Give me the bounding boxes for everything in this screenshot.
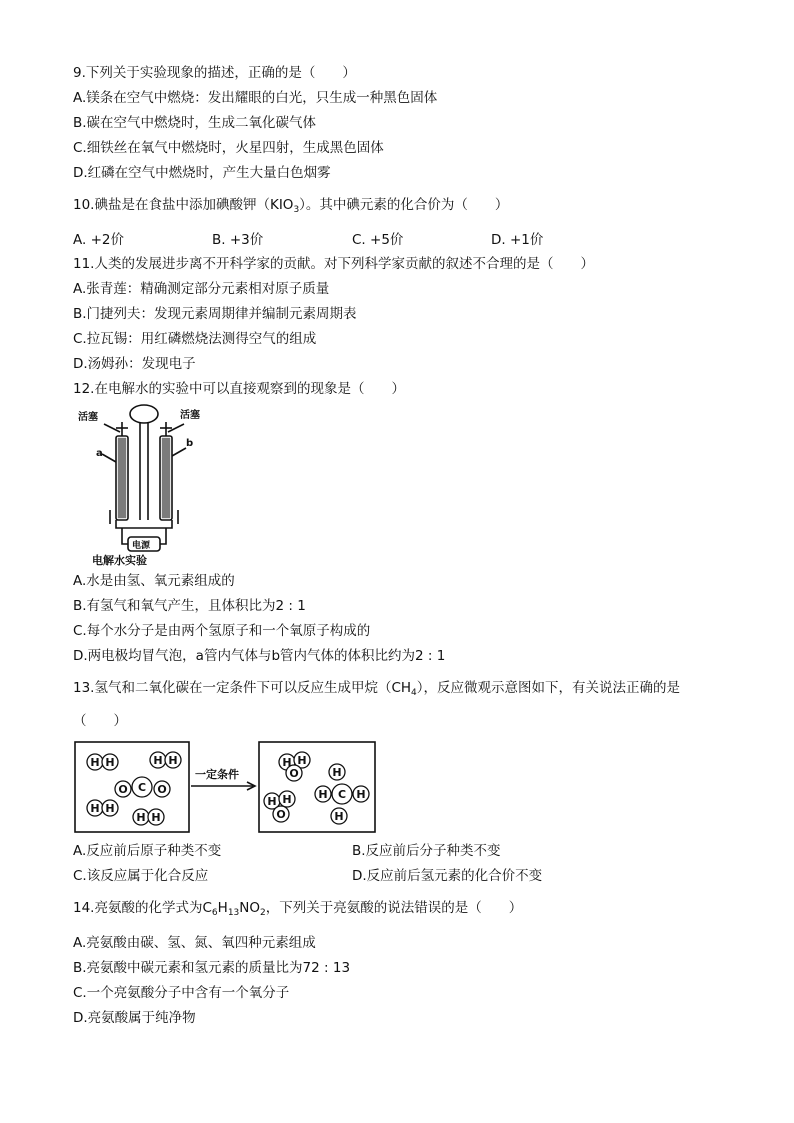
q9-option-d: D.红磷在空气中燃烧时，产生大量白色烟雾 [73,165,331,181]
atom-h: H [267,795,277,808]
q10-stem [73,196,508,219]
atom-h: H [318,788,328,801]
tube-a-label: a [96,448,103,459]
atom-h: H [105,756,115,769]
atom-h: H [153,754,163,767]
q14-option-b: B.亮氨酸中碳元素和氢元素的质量比为72 : 13 [73,960,351,976]
atom-h: H [332,766,342,779]
q13-stem-post: ），反应微观示意图如下，有关说法正确的是 [416,680,681,696]
atom-h: H [168,754,178,767]
q14-option-d: D.亮氨酸属于纯净物 [73,1010,196,1026]
atom-h: H [334,810,344,823]
q9-option-c: C.细铁丝在氧气中燃烧时，火星四射，生成黑色固体 [73,140,384,156]
q13-stem [73,679,680,702]
atom-o: O [289,767,299,780]
q11-stem: 11.人类的发展进步离不开科学家的贡献。对下列科学家贡献的叙述不合理的是（ ） [73,256,594,272]
q10-stem-pre: 10.碘盐是在食盐中添加碘酸钾（KIO [73,197,294,213]
reaction-micro-diagram [73,738,378,836]
atom-c: C [137,781,147,794]
q13-option-d: D.反应前后氢元素的化合价不变 [352,868,543,884]
atom-h: H [105,802,115,815]
power-label: 电源 [132,541,151,551]
q10-stem-sub: 3 [293,205,300,215]
atom-o: O [157,783,167,796]
atom-o: O [118,783,128,796]
atom-h: H [356,788,366,801]
q13-option-a: A.反应前后原子种类不变 [73,843,222,859]
atom-h: H [90,802,100,815]
formula-c-count: 6 [211,908,218,918]
arrow-condition-label: 一定条件 [195,768,239,781]
formula-no: NO [239,900,260,916]
atom-o: O [276,808,286,821]
q14-stem [73,899,522,922]
atom-h: H [297,754,307,767]
q12-option-a: A.水是由氢、氧元素组成的 [73,573,235,589]
formula-h-count: 13 [227,908,240,918]
q14-option-c: C.一个亮氨酸分子中含有一个氧分子 [73,985,290,1001]
atom-h: H [282,793,292,806]
q10-option-a: A. +2价 [73,232,124,248]
q14-formula [202,900,265,916]
atom-c: C [337,788,347,801]
atom-h: H [282,756,292,769]
electrolysis-apparatus-figure [76,404,212,568]
formula-h: H [217,900,228,916]
q12-stem: 12.在电解水的实验中可以直接观察到的现象是（ ） [73,381,405,397]
atom-h: H [136,811,146,824]
figure-caption: 电解水实验 [92,554,147,567]
q9-option-a: A.镁条在空气中燃烧：发出耀眼的白光，只生成一种黑色固体 [73,90,438,106]
tube-b-label: b [186,438,194,449]
q13-stem-pre: 13.氢气和二氧化碳在一定条件下可以反应生成甲烷（CH [73,680,412,696]
q13-option-b: B.反应前后分子种类不变 [352,843,501,859]
q10-stem-post: ）。其中碘元素的化合价为（ ） [299,197,509,213]
left-stopcock-label: 活塞 [78,412,98,423]
q10-option-d: D. +1价 [491,232,544,248]
formula-c: C [202,900,212,916]
q14-stem-pre: 14.亮氨酸的化学式为 [73,900,203,916]
q12-option-b: B.有氢气和氧气产生，且体积比为2 : 1 [73,598,306,614]
atom-h: H [151,811,161,824]
q14-option-a: A.亮氨酸由碳、氢、氮、氧四种元素组成 [73,935,316,951]
q11-option-d: D.汤姆孙：发现电子 [73,356,196,372]
q14-stem-post: ，下列关于亮氨酸的说法错误的是（ ） [265,900,523,916]
right-stopcock-label: 活塞 [180,410,200,421]
q13-paren: （ ） [73,713,127,729]
q10-option-c: C. +5价 [352,232,404,248]
q13-stem-sub: 4 [411,688,417,698]
q12-option-d: D.两电极均冒气泡，a管内气体与b管内气体的体积比约为2 : 1 [73,648,446,664]
q9-stem: 9.下列关于实验现象的描述，正确的是（ ） [73,65,356,81]
q13-option-c: C.该反应属于化合反应 [73,868,209,884]
q11-option-a: A.张青莲：精确测定部分元素相对原子质量 [73,281,330,297]
q11-option-c: C.拉瓦锡：用红磷燃烧法测得空气的组成 [73,331,317,347]
reservoir-bulb [130,405,158,423]
q9-option-b: B.碳在空气中燃烧时，生成二氧化碳气体 [73,115,317,131]
formula-o-count: 2 [260,908,266,918]
atom-h: H [90,756,100,769]
q10-option-b: B. +3价 [212,232,264,248]
q12-option-c: C.每个水分子是由两个氢原子和一个氧原子构成的 [73,623,371,639]
q11-option-b: B.门捷列夫：发现元素周期律并编制元素周期表 [73,306,357,322]
